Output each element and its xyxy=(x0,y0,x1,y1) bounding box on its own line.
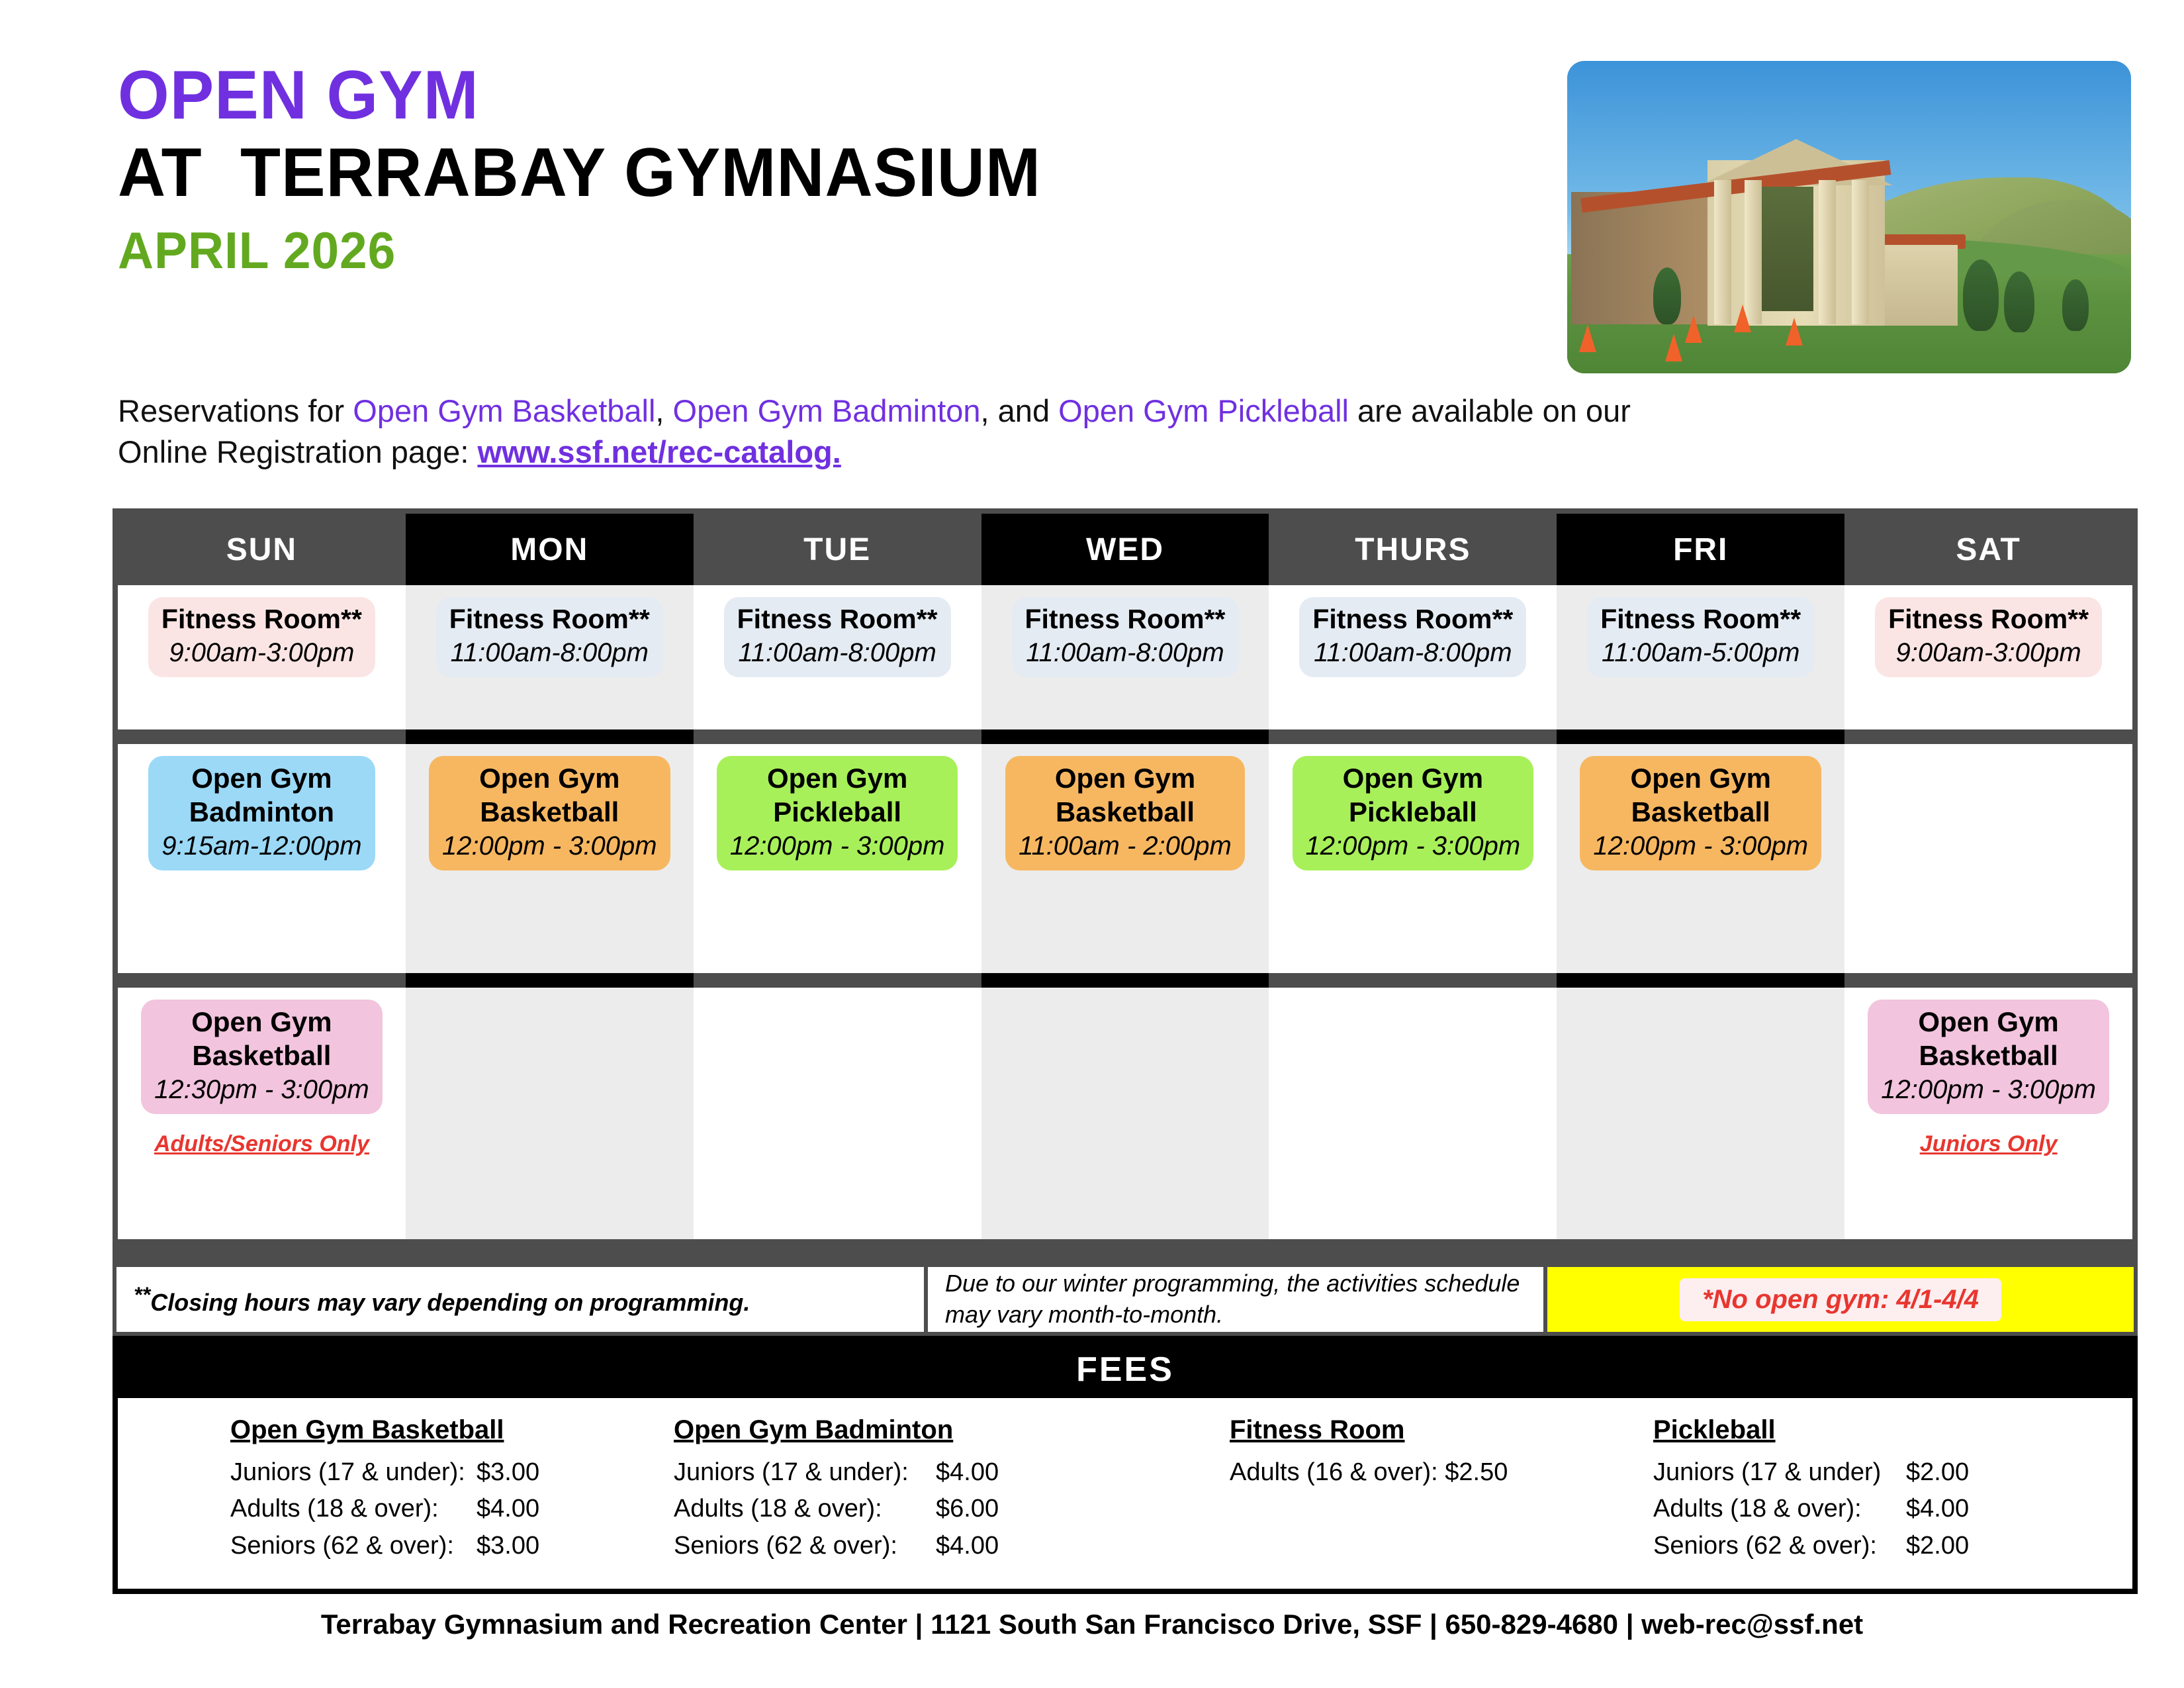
column-4 xyxy=(1852,180,1869,324)
intro-activity-pickleball: Open Gym Pickleball xyxy=(1058,393,1349,428)
activity-time: 12:30pm - 3:00pm xyxy=(154,1075,369,1105)
calendar-separator-cell xyxy=(406,973,694,988)
calendar-cell-activity2-mon xyxy=(406,988,694,1239)
fees-column-title: Fitness Room xyxy=(1230,1415,1405,1444)
activity-chip[interactable] xyxy=(1293,756,1534,870)
fee-label: Adults (16 & over): $2.50 xyxy=(1230,1458,1508,1486)
calendar-separator-2 xyxy=(118,973,2132,988)
fees-column-fitness-room xyxy=(1230,1415,1653,1589)
calendar-cell-fitness-wed xyxy=(981,585,1269,729)
calendar-cell-activity2-tue xyxy=(694,988,981,1239)
activity-time: 12:00pm - 3:00pm xyxy=(1593,831,1809,861)
activity-eligibility-note: Juniors Only xyxy=(1919,1131,2058,1157)
activity-name: Fitness Room** xyxy=(1024,604,1226,634)
activity-name-line2: Basketball xyxy=(480,796,619,828)
note-closing-hours-text: Closing hours may vary depending on programming. xyxy=(150,1288,751,1316)
note-no-open-gym-text: *No open gym: 4/1-4/4 xyxy=(1680,1278,2001,1321)
calendar-cell-fitness-fri xyxy=(1557,585,1844,729)
fee-value: $4.00 xyxy=(936,1531,999,1560)
activity-name-line2: Pickleball xyxy=(1348,796,1477,828)
calendar-separator-cell xyxy=(1844,973,2132,988)
fee-label: Seniors (62 & over): xyxy=(230,1531,454,1560)
calendar-separator-cell xyxy=(1844,729,2132,744)
activity-name-line2: Basketball xyxy=(192,1040,332,1072)
calendar-cell-activity1-wed xyxy=(981,744,1269,973)
tree-2 xyxy=(2004,271,2034,332)
fee-value: $3.00 xyxy=(477,1458,540,1486)
fee-row xyxy=(1653,1454,2077,1491)
calendar-cell-fitness-sun xyxy=(118,585,406,729)
calendar-cell-activity1-tue xyxy=(694,744,981,973)
calendar-row-activities-1 xyxy=(118,744,2132,973)
calendar-separator-cell xyxy=(981,973,1269,988)
fee-value: $2.00 xyxy=(1906,1458,1970,1486)
fee-label: Seniors (62 & over): xyxy=(1653,1531,1877,1560)
calendar-row-activities-2 xyxy=(118,988,2132,1239)
calendar-cell-activity2-thurs xyxy=(1269,988,1557,1239)
calendar-row-fitness xyxy=(118,585,2132,729)
activity-name: Fitness Room** xyxy=(737,604,938,634)
calendar-cell-fitness-mon xyxy=(406,585,694,729)
activity-chip[interactable] xyxy=(148,756,375,870)
calendar-day-header-wed: WED xyxy=(981,514,1269,585)
activity-time: 12:00pm - 3:00pm xyxy=(1305,831,1521,861)
fees-body xyxy=(118,1398,2132,1589)
fee-label: Juniors (17 & under): xyxy=(674,1458,909,1486)
calendar-cell-activity1-sun xyxy=(118,744,406,973)
activity-chip[interactable] xyxy=(1875,597,2102,677)
calendar-separator-1 xyxy=(118,729,2132,744)
calendar-cell-activity2-wed xyxy=(981,988,1269,1239)
activity-eligibility-note: Adults/Seniors Only xyxy=(154,1131,369,1157)
calendar-separator-cell xyxy=(1269,973,1557,988)
activity-chip[interactable] xyxy=(436,597,663,677)
traffic-cone-3 xyxy=(1786,318,1803,346)
fees-section xyxy=(113,1336,2138,1594)
fee-row xyxy=(230,1454,674,1491)
note-closing-hours xyxy=(116,1267,924,1332)
calendar-day-header-thurs: THURS xyxy=(1269,514,1557,585)
activity-time: 9:00am-3:00pm xyxy=(1895,638,2081,668)
traffic-cone-4 xyxy=(1665,334,1682,361)
fee-value: $6.00 xyxy=(936,1495,999,1523)
activity-chip[interactable] xyxy=(1868,1000,2109,1114)
fees-column-title: Open Gym Basketball xyxy=(230,1415,504,1444)
calendar-cell-activity1-sat xyxy=(1844,744,2132,973)
page-title-venue: AT TERRABAY GYMNASIUM xyxy=(118,134,1041,212)
building-entry-door xyxy=(1759,187,1813,311)
calendar-cell-fitness-sat xyxy=(1844,585,2132,729)
activity-time: 11:00am-8:00pm xyxy=(1314,638,1512,668)
activity-name-line1: Open Gym xyxy=(1918,1006,2059,1037)
fee-row xyxy=(1653,1528,2077,1564)
fee-value: $3.00 xyxy=(477,1531,540,1560)
activity-chip[interactable] xyxy=(141,1000,383,1114)
activity-name-line1: Open Gym xyxy=(191,1006,332,1037)
calendar-day-header-sun: SUN xyxy=(118,514,406,585)
activity-time: 12:00pm - 3:00pm xyxy=(441,831,657,861)
notes-row xyxy=(113,1263,2138,1336)
fees-column-title: Open Gym Badminton xyxy=(674,1415,954,1444)
intro-activity-basketball: Open Gym Basketball xyxy=(353,393,656,428)
calendar-cell-activity1-thurs xyxy=(1269,744,1557,973)
fees-banner-title: FEES xyxy=(1076,1350,1174,1389)
calendar-separator-cell xyxy=(981,729,1269,744)
calendar-separator-cell xyxy=(694,973,981,988)
activity-chip[interactable] xyxy=(1587,597,1814,677)
fees-column-open-gym-badminton xyxy=(674,1415,1230,1589)
calendar-separator-cell xyxy=(694,729,981,744)
activity-name: Fitness Room** xyxy=(1888,604,2089,634)
fee-label: Adults (18 & over): xyxy=(1653,1495,1862,1523)
calendar-separator-cell xyxy=(1557,973,1844,988)
column-1 xyxy=(1714,180,1731,324)
page-title-month: APRIL 2026 xyxy=(118,221,396,280)
calendar-cell-activity2-sun xyxy=(118,988,406,1239)
activity-time: 9:00am-3:00pm xyxy=(169,638,355,668)
traffic-cone-5 xyxy=(1579,324,1596,352)
traffic-cone-2 xyxy=(1734,305,1751,332)
calendar-cell-fitness-tue xyxy=(694,585,981,729)
calendar-separator-cell xyxy=(118,973,406,988)
fee-label: Adults (18 & over): xyxy=(230,1495,439,1523)
fee-row xyxy=(674,1528,1230,1564)
activity-name-line1: Open Gym xyxy=(479,763,620,794)
activity-name-line2: Basketball xyxy=(1055,796,1195,828)
activity-name-line2: Basketball xyxy=(1919,1040,2058,1072)
intro-paragraph xyxy=(118,391,2116,473)
fee-row xyxy=(230,1528,674,1564)
fee-row xyxy=(1230,1454,1653,1491)
fee-value: $4.00 xyxy=(477,1495,540,1523)
fee-label: Juniors (17 & under) xyxy=(1653,1458,1882,1486)
footer-contact: Terrabay Gymnasium and Recreation Center | 1121 South San Francisco Drive, SSF | 650-829-4680 | web-rec@ssf.net xyxy=(320,1609,1864,1640)
activity-name: Fitness Room** xyxy=(161,604,362,634)
activity-chip[interactable] xyxy=(1005,756,1245,870)
flyer-header xyxy=(0,0,2184,503)
calendar-header-row xyxy=(118,514,2132,585)
registration-link[interactable]: www.ssf.net/rec-catalog. xyxy=(477,434,841,470)
calendar-cell-activity1-fri xyxy=(1557,744,1844,973)
note-winter-programming: Due to our winter programming, the activities schedule may vary month-to-month. xyxy=(928,1267,1543,1332)
intro-suffix: are available on our xyxy=(1348,393,1631,428)
note-asterisk-marker: ** xyxy=(134,1282,151,1307)
calendar-day-header-tue: TUE xyxy=(694,514,981,585)
column-3 xyxy=(1819,180,1836,324)
fees-column-title: Pickleball xyxy=(1653,1415,1776,1444)
calendar-cell-activity1-mon xyxy=(406,744,694,973)
activity-name-line1: Open Gym xyxy=(766,763,908,794)
calendar-cell-fitness-thurs xyxy=(1269,585,1557,729)
intro-sep-1: , xyxy=(655,393,673,428)
intro-line2-prefix: Online Registration page: xyxy=(118,434,478,470)
calendar-day-header-mon: MON xyxy=(406,514,694,585)
fee-label: Seniors (62 & over): xyxy=(674,1531,897,1560)
activity-name-line1: Open Gym xyxy=(1054,763,1196,794)
fee-row xyxy=(230,1491,674,1527)
intro-prefix: Reservations for xyxy=(118,393,353,428)
activity-name: Fitness Room** xyxy=(1600,604,1801,634)
fee-label: Adults (18 & over): xyxy=(674,1495,882,1523)
activity-name-line2: Badminton xyxy=(189,796,335,828)
fee-label: Juniors (17 & under): xyxy=(230,1458,465,1486)
activity-time: 11:00am-8:00pm xyxy=(738,638,936,668)
tree-1 xyxy=(1963,259,1999,331)
fees-column-pickleball xyxy=(1653,1415,2077,1589)
shrub-1 xyxy=(1653,267,1681,324)
activity-chip[interactable] xyxy=(429,756,670,870)
activity-name-line1: Open Gym xyxy=(1342,763,1484,794)
building-wing xyxy=(1873,245,1958,326)
fee-value: $4.00 xyxy=(936,1458,999,1486)
calendar-separator-cell xyxy=(1269,729,1557,744)
intro-activity-badminton: Open Gym Badminton xyxy=(672,393,981,428)
calendar-day-header-sat: SAT xyxy=(1844,514,2132,585)
fee-row xyxy=(674,1491,1230,1527)
title-block xyxy=(118,58,1534,287)
activity-time: 12:00pm - 3:00pm xyxy=(729,831,945,861)
activity-chip[interactable] xyxy=(1580,756,1821,870)
calendar-cell-activity2-fri xyxy=(1557,988,1844,1239)
activity-time: 11:00am-8:00pm xyxy=(1026,638,1224,668)
activity-chip[interactable] xyxy=(724,597,951,677)
activity-time: 11:00am-8:00pm xyxy=(450,638,649,668)
activity-name-line2: Basketball xyxy=(1631,796,1770,828)
calendar-separator-cell xyxy=(118,729,406,744)
activity-time: 11:00am-5:00pm xyxy=(1602,638,1800,668)
fees-column-open-gym-basketball xyxy=(144,1415,674,1589)
activity-name-line2: Pickleball xyxy=(773,796,902,828)
activity-chip[interactable] xyxy=(717,756,958,870)
fee-row xyxy=(674,1454,1230,1491)
activity-name: Fitness Room** xyxy=(1312,604,1514,634)
activity-name-line1: Open Gym xyxy=(191,763,332,794)
activity-chip[interactable] xyxy=(1012,597,1239,677)
fee-value: $2.00 xyxy=(1906,1531,1970,1560)
activity-time: 9:15am-12:00pm xyxy=(161,831,362,861)
page-title-open-gym: OPEN GYM xyxy=(118,57,479,134)
activity-time: 12:00pm - 3:00pm xyxy=(1881,1075,2096,1105)
calendar-day-header-fri: FRI xyxy=(1557,514,1844,585)
activity-time: 11:00am - 2:00pm xyxy=(1019,831,1232,861)
column-2 xyxy=(1745,180,1762,324)
tree-3 xyxy=(2062,279,2089,331)
fee-value: $4.00 xyxy=(1906,1495,1970,1523)
fee-row xyxy=(1653,1491,2077,1527)
schedule-calendar xyxy=(113,508,2138,1263)
traffic-cone-1 xyxy=(1685,315,1702,343)
gymnasium-photo xyxy=(1567,61,2131,373)
note-no-open-gym xyxy=(1547,1267,2134,1332)
calendar-cell-activity2-sat xyxy=(1844,988,2132,1239)
activity-chip[interactable] xyxy=(148,597,375,677)
activity-name: Fitness Room** xyxy=(449,604,650,634)
calendar-separator-cell xyxy=(1557,729,1844,744)
activity-name-line1: Open Gym xyxy=(1630,763,1771,794)
intro-sep-2: , and xyxy=(980,393,1059,428)
activity-chip[interactable] xyxy=(1299,597,1526,677)
calendar-separator-cell xyxy=(406,729,694,744)
